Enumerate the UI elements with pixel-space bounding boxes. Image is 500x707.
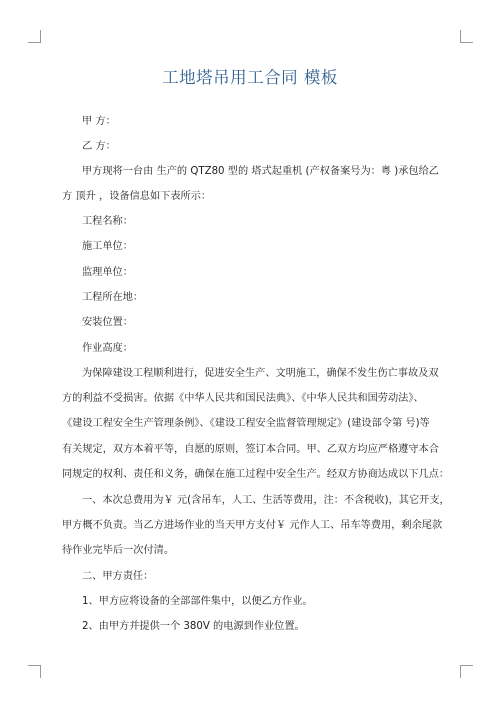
page-corner-bottom-right: [460, 665, 473, 678]
intro-line-1: 甲方现将一台由 生产的 QTZ80 型的 塔式起重机 (产权备案号为：粤 )承包给乙: [82, 166, 439, 177]
field-construction-unit: 施工单位：: [82, 241, 133, 252]
field-work-height: 作业高度：: [82, 343, 133, 354]
body-line: 《建设工程安全生产管理条例》、《建设工程安全监督管理规定》(建设部令第 号)等: [62, 418, 430, 429]
page-corner-top-left: [28, 30, 41, 43]
body-line: 同规定的权利、责任和义务，确保在施工过程中安全生产。经双方协商达成以下几点：: [62, 469, 450, 480]
party-b-line: 乙 方：: [82, 141, 116, 152]
party-a-duty-1: 1、甲方应将设备的全部部件集中，以便乙方作业。: [82, 596, 313, 607]
body-line: 方的利益不受损害。依据《中华人民共和国民法典》、《中华人民共和国劳动法》、: [62, 393, 424, 404]
party-a-line: 甲 方：: [82, 116, 116, 127]
document-title: 工地塔吊用工合同 模板: [162, 68, 338, 87]
field-project-name: 工程名称：: [82, 216, 133, 227]
field-supervision-unit: 监理单位：: [82, 267, 133, 278]
section-heading-party-a: 二、甲方责任：: [82, 571, 154, 582]
field-install-position: 安装位置：: [82, 317, 133, 328]
clause-1-line: 甲方概不负责。当乙方进场作业的当天甲方支付￥ 元作人工、吊车等费用，剩余尾款: [62, 520, 443, 531]
field-project-location: 工程所在地：: [82, 292, 144, 303]
party-a-duty-2: 2、由甲方并提供一个 380V 的电源到作业位置。: [82, 621, 305, 632]
body-line: 有关规定，双方本着平等，自愿的原则，签订本合同。甲、乙双方均应严格遵守本合: [62, 444, 439, 455]
clause-1-line: 待作业完毕后一次付清。: [62, 545, 175, 556]
clause-1-line: 一、本次总费用为￥ 元(含吊车，人工、生活等费用，注：不含税收)，其它开支，: [82, 495, 450, 506]
body-line: 为保障建设工程顺利进行，促进安全生产、文明施工，确保不发生伤亡事故及双: [82, 368, 439, 379]
intro-line-2: 方 顶升 ，设备信息如下表所示：: [62, 191, 212, 202]
page-corner-top-right: [460, 30, 473, 43]
page-corner-bottom-left: [28, 665, 41, 678]
